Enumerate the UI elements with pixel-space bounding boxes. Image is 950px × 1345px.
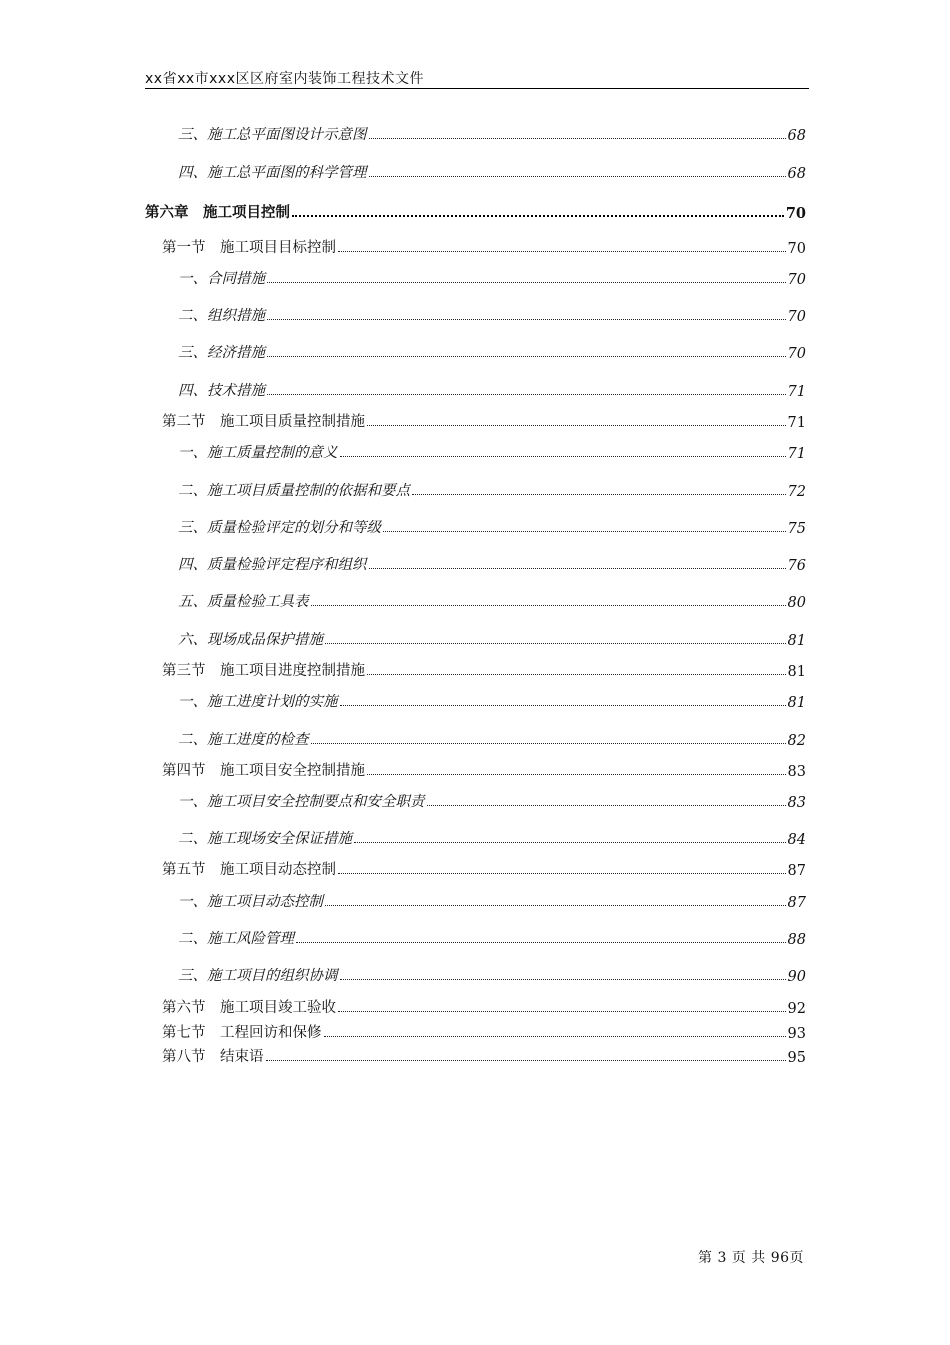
toc-entry-page: 93: [787, 1026, 806, 1042]
toc-leader-dots: [340, 455, 786, 457]
toc-entry-label: 二、组织措施: [178, 308, 265, 324]
toc-entry-page: 81: [787, 633, 806, 649]
toc-entry-label: 第二节 施工项目质量控制措施: [162, 414, 365, 430]
toc-entry: [178, 629, 806, 649]
toc-leader-dots: [354, 841, 786, 843]
toc-leader-dots: [367, 424, 786, 426]
toc-entry-page: 83: [787, 795, 806, 811]
toc-entry: [178, 928, 806, 948]
toc-entry-label: 三、经济措施: [178, 345, 265, 361]
toc-entry-page: 70: [787, 346, 806, 362]
toc-leader-dots: [267, 318, 786, 320]
toc-leader-dots: [383, 530, 786, 532]
toc-entry-page: 71: [787, 415, 806, 431]
toc-entry: [162, 1022, 806, 1042]
toc-entry-label: 六、现场成品保护措施: [178, 632, 323, 648]
toc-entry-page: 81: [787, 695, 806, 711]
toc-entry-label: 二、施工进度的检查: [178, 732, 309, 748]
toc-entry-label: 四、技术措施: [178, 383, 265, 399]
toc-entry-label: 第七节 工程回访和保修: [162, 1025, 322, 1041]
toc-entry: [178, 305, 806, 325]
toc-entry-label: 二、施工现场安全保证措施: [178, 831, 352, 847]
toc-entry-label: 一、施工进度计划的实施: [178, 694, 338, 710]
toc-entry-label: 五、质量检验工具表: [178, 594, 309, 610]
toc-entry: [162, 1046, 806, 1066]
toc-leader-dots: [325, 904, 786, 906]
toc-entry-page: 87: [787, 863, 806, 879]
page-footer: 第 3 页 共 96页: [698, 1250, 805, 1266]
toc-entry-label: 第四节 施工项目安全控制措施: [162, 763, 365, 779]
toc-entry-page: 70: [787, 272, 806, 288]
toc-entry-page: 82: [787, 733, 806, 749]
toc-entry-page: 90: [787, 969, 806, 985]
toc-leader-dots: [267, 393, 786, 395]
toc-leader-dots: [338, 250, 786, 252]
toc-entry: [162, 760, 806, 780]
toc-leader-dots: [267, 355, 786, 357]
toc-entry-label: 一、施工质量控制的意义: [178, 445, 338, 461]
toc-leader-dots: [324, 1035, 786, 1037]
toc-leader-dots: [311, 604, 786, 606]
toc-leader-dots: [325, 642, 786, 644]
toc-entry: [178, 162, 806, 182]
toc-entry-label: 第六章 施工项目控制: [145, 204, 290, 221]
toc-entry: [178, 729, 806, 749]
toc-entry-page: 80: [787, 595, 806, 611]
toc-entry-label: 三、质量检验评定的划分和等级: [178, 520, 381, 536]
toc-entry: [178, 517, 806, 537]
toc-leader-dots: [292, 214, 784, 217]
toc-entry: [178, 965, 806, 985]
toc-entry-label: 四、质量检验评定程序和组织: [178, 557, 367, 573]
page-header: [145, 66, 809, 89]
toc-entry-label: 一、合同措施: [178, 271, 265, 287]
toc-leader-dots: [311, 742, 786, 744]
toc-entry-page: 92: [787, 1001, 806, 1017]
toc-entry-label: 第五节 施工项目动态控制: [162, 862, 336, 878]
toc-entry-page: 76: [787, 558, 806, 574]
toc-entry-page: 95: [787, 1050, 806, 1066]
toc-leader-dots: [338, 872, 786, 874]
toc-entry-page: 75: [787, 521, 806, 537]
toc-leader-dots: [367, 673, 786, 675]
toc-entry-label: 一、施工项目动态控制: [178, 894, 323, 910]
toc-leader-dots: [340, 978, 786, 980]
toc-entry-page: 68: [787, 166, 806, 182]
toc-leader-dots: [266, 1059, 786, 1061]
toc-entry-page: 71: [787, 384, 806, 400]
document-title: xx省xx市xxx区区府室内装饰工程技术文件: [145, 71, 424, 87]
toc-entry: [178, 442, 806, 462]
toc-leader-dots: [412, 493, 786, 495]
toc-leader-dots: [369, 137, 786, 139]
toc-leader-dots: [369, 175, 786, 177]
toc-entry: [162, 660, 806, 680]
toc-leader-dots: [427, 804, 786, 806]
toc-entry-page: 72: [787, 484, 806, 500]
toc-entry-label: 三、施工项目的组织协调: [178, 968, 338, 984]
toc-entry-page: 70: [785, 205, 806, 222]
toc-leader-dots: [296, 941, 786, 943]
toc-entry: [178, 480, 806, 500]
toc-entry: [178, 691, 806, 711]
toc-entry-page: 83: [787, 764, 806, 780]
toc-leader-dots: [369, 567, 786, 569]
toc-entry-label: 二、施工风险管理: [178, 931, 294, 947]
toc-entry: [162, 411, 806, 431]
toc-entry: [162, 859, 806, 879]
toc-entry-label: 第六节 施工项目竣工验收: [162, 1000, 336, 1016]
toc-entry: [162, 237, 806, 257]
toc-leader-dots: [340, 704, 786, 706]
toc-entry: [178, 554, 806, 574]
toc-entry-page: 88: [787, 932, 806, 948]
toc-entry-page: 68: [787, 128, 806, 144]
toc-leader-dots: [367, 773, 786, 775]
toc-entry: [178, 591, 806, 611]
toc-leader-dots: [267, 281, 786, 283]
toc-entry: [178, 380, 806, 400]
toc-entry-page: 81: [787, 664, 806, 680]
toc-entry-label: 三、施工总平面图设计示意图: [178, 127, 367, 143]
toc-entry: [178, 124, 806, 144]
toc-entry-label: 第八节 结束语: [162, 1049, 264, 1065]
toc-entry-label: 二、施工项目质量控制的依据和要点: [178, 483, 410, 499]
toc-entry: [145, 202, 806, 222]
toc-leader-dots: [338, 1010, 786, 1012]
toc-entry: [162, 997, 806, 1017]
toc-entry-page: 71: [787, 446, 806, 462]
toc-entry: [178, 342, 806, 362]
toc-entry-page: 84: [787, 832, 806, 848]
toc-entry-label: 第三节 施工项目进度控制措施: [162, 663, 365, 679]
toc-entry: [178, 828, 806, 848]
toc-entry-page: 70: [787, 241, 806, 257]
toc-entry: [178, 791, 806, 811]
toc-entry-label: 第一节 施工项目目标控制: [162, 240, 336, 256]
toc-entry-page: 87: [787, 895, 806, 911]
toc-entry-page: 70: [787, 309, 806, 325]
toc-entry: [178, 268, 806, 288]
toc-entry-label: 一、施工项目安全控制要点和安全职责: [178, 794, 425, 810]
toc-entry-label: 四、施工总平面图的科学管理: [178, 165, 367, 181]
toc-entry: [178, 891, 806, 911]
